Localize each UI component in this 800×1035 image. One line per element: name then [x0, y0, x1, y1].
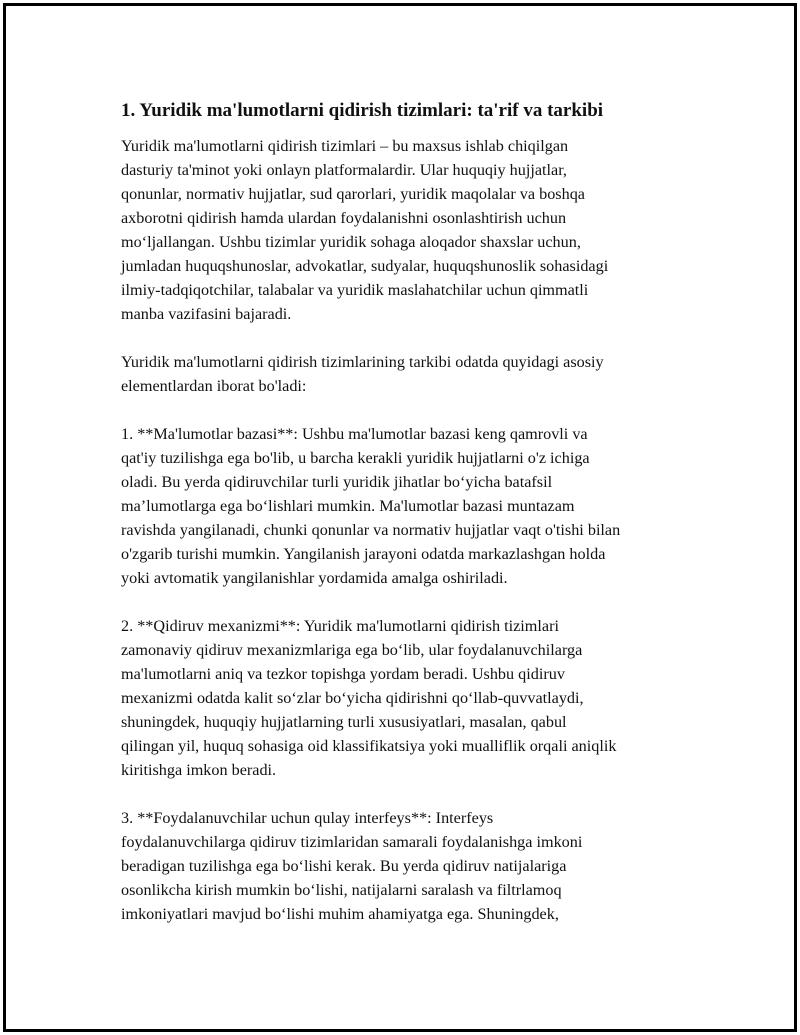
text-line: 3. **Foydalanuvchilar uchun qulay interfeys**: Interfeys: [121, 809, 494, 827]
text-line: imkoniyatlari mavjud bo‘lishi muhim ahamiyatga ega. Shuningdek,: [121, 905, 559, 923]
text-line: yoki avtomatik yangilanishlar yordamida amalga oshiriladi.: [121, 569, 508, 587]
text-line: oladi. Bu yerda qidiruvchilar turli yuridik jihatlar bo‘yicha batafsil: [121, 473, 553, 491]
text-line: beradigan tuzilishga ega bo‘lishi kerak. Bu yerda qidiruv natijalariga: [121, 857, 567, 875]
text-line: qilingan yil, huquq sohasiga oid klassifikatsiya yoki mualliflik orqali aniqlik: [121, 737, 617, 755]
text-line: 2. **Qidiruv mexanizmi**: Yuridik ma'lumotlarni qidirish tizimlari: [121, 617, 559, 635]
text-line: Yuridik ma'lumotlarni qidirish tizimlarining tarkibi odatda quyidagi asosiy: [121, 353, 604, 371]
text-line: ilmiy-tadqiqotchilar, talabalar va yuridik maslahatchilar uchun qimmatli: [121, 281, 589, 299]
text-line: mo‘ljallangan. Ushbu tizimlar yuridik sohaga aloqador shaxslar uchun,: [121, 233, 581, 251]
text-line: zamonaviy qidiruv mexanizmlariga ega bo‘lib, ular foydalanuvchilarga: [121, 641, 583, 659]
text-line: manba vazifasini bajaradi.: [121, 305, 292, 323]
document-body: [121, 98, 711, 950]
text-line: mexanizmi odatda kalit so‘zlar bo‘yicha qidirishni qo‘llab-quvvatlaydi,: [121, 689, 584, 707]
text-line: Yuridik ma'lumotlarni qidirish tizimlari – bu maxsus ishlab chiqilgan: [121, 137, 569, 155]
text-line: qonunlar, normativ hujjatlar, sud qarorlari, yuridik maqolalar va boshqa: [121, 185, 585, 203]
text-line: kiritishga imkon beradi.: [121, 761, 277, 779]
list-item-database: [121, 422, 711, 590]
text-line: ma’lumotlarga ega bo‘lishlari mumkin. Ma'lumotlar bazasi muntazam: [121, 497, 575, 515]
text-line: o'zgarib turishi mumkin. Yangilanish jarayoni odatda markazlashgan holda: [121, 545, 606, 563]
text-line: ravishda yangilanadi, chunki qonunlar va normativ hujjatlar vaqt o'tishi bilan: [121, 521, 621, 539]
text-line: dasturiy ta'minot yoki onlayn platformalardir. Ular huquqiy hujjatlar,: [121, 161, 567, 179]
text-line: elementlardan iborat bo'ladi:: [121, 377, 307, 395]
text-line: 1. **Ma'lumotlar bazasi**: Ushbu ma'lumotlar bazasi keng qamrovli va: [121, 425, 588, 443]
text-line: qat'iy tuzilishga ega bo'lib, u barcha kerakli yuridik hujjatlarni o'z ichiga: [121, 449, 590, 467]
page-frame: [3, 3, 797, 1032]
text-line: foydalanuvchilarga qidiruv tizimlaridan samarali foydalanishga imkoni: [121, 833, 583, 851]
page-title: 1. Yuridik ma'lumotlarni qidirish tizimlari: ta'rif va tarkibi: [121, 100, 604, 121]
list-item-search-mechanism: [121, 614, 711, 782]
text-line: ma'lumotlarni aniq va tezkor topishga yordam beradi. Ushbu qidiruv: [121, 665, 565, 683]
text-line: osonlikcha kirish mumkin bo‘lishi, natijalarni saralash va filtrlamoq: [121, 881, 562, 899]
text-line: jumladan huquqshunoslar, advokatlar, sudyalar, huquqshunoslik sohasidagi: [121, 257, 609, 275]
paragraph-composition-intro: [121, 350, 711, 398]
text-line: axborotni qidirish hamda ulardan foydalanishni osonlashtirish uchun: [121, 209, 567, 227]
text-line: shuningdek, huquqiy hujjatlarning turli xususiyatlari, masalan, qabul: [121, 713, 567, 731]
paragraph-definition: [121, 134, 711, 326]
list-item-user-interface: [121, 806, 711, 926]
